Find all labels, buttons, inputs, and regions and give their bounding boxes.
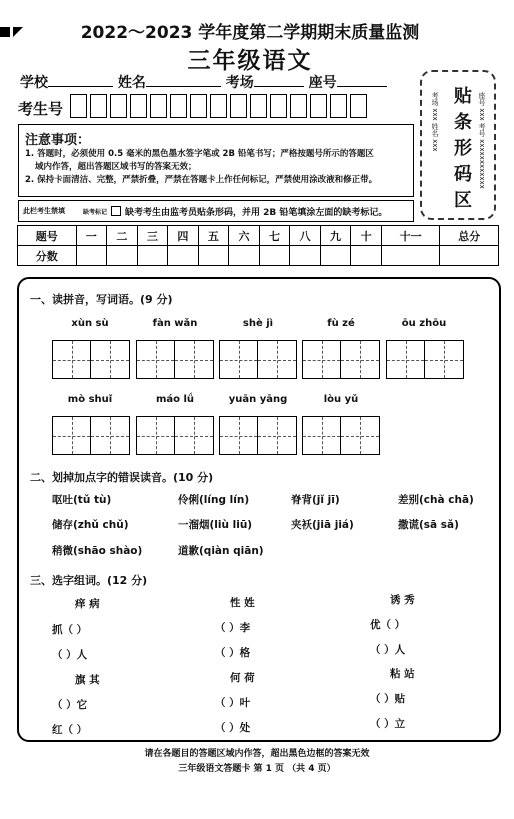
q2-item[interactable]: 脊背(jǐ jī) <box>291 494 340 506</box>
room-label: 考场 <box>225 75 254 91</box>
q2-item[interactable]: 一溜烟(liù liū) <box>178 519 253 531</box>
q3-pair: 何 荷 <box>230 672 255 684</box>
writing-grid[interactable] <box>52 340 130 379</box>
score-input[interactable] <box>168 246 199 266</box>
score-cell: 七 <box>259 226 290 246</box>
digit-box[interactable] <box>90 94 107 118</box>
score-cell: 十一 <box>381 226 440 246</box>
score-input[interactable] <box>76 246 107 266</box>
writing-grid[interactable] <box>219 340 297 379</box>
barcode-title: 贴条形码区 <box>451 86 472 216</box>
absent-mark[interactable]: 缺考标记 <box>83 208 108 216</box>
page-number: 三年级语文答题卡 第 1 页 （共 4 页） <box>178 764 336 774</box>
writing-grid[interactable] <box>302 416 380 455</box>
writing-grid[interactable] <box>136 340 214 379</box>
score-cell: 九 <box>320 226 351 246</box>
score-table <box>17 225 499 266</box>
score-input[interactable] <box>351 246 382 266</box>
digit-box[interactable] <box>110 94 127 118</box>
score-input[interactable] <box>229 246 260 266</box>
pinyin-label: máo lǘ <box>155 394 195 405</box>
score-value-row <box>18 246 499 266</box>
name-field[interactable] <box>146 74 221 87</box>
barcode-side-right: 座号 xxx 考号 xxxxxxxxxxxx <box>478 92 486 189</box>
grade-title: 三年级语文 <box>187 48 313 74</box>
q3-blank[interactable]: （ ）格 <box>215 647 251 659</box>
q2-item[interactable]: 夹袄(jiā jiá) <box>291 519 354 531</box>
score-cell: 四 <box>168 226 199 246</box>
score-input[interactable] <box>290 246 321 266</box>
score-input[interactable] <box>259 246 290 266</box>
digit-box[interactable] <box>210 94 227 118</box>
pinyin-label: shè jì <box>242 318 274 329</box>
q2-item[interactable]: 道歉(qiàn qiān) <box>178 545 264 557</box>
digit-box[interactable] <box>250 94 267 118</box>
student-no-label: 考生号 <box>18 100 64 118</box>
pinyin-label: mò shuǐ <box>67 394 113 405</box>
score-cell: 题号 <box>18 226 77 246</box>
q2-item[interactable]: 差别(chà chā) <box>398 494 474 506</box>
pinyin-label: yuān yāng <box>228 394 288 405</box>
score-input[interactable] <box>440 246 499 266</box>
writing-grid[interactable] <box>52 416 130 455</box>
score-cell: 八 <box>290 226 321 246</box>
digit-box[interactable] <box>170 94 187 118</box>
q3-blank[interactable]: （ ）立 <box>370 718 406 730</box>
absent-text: 缺考考生由监考员贴条形码，并用 2B 铅笔填涂左面的缺考标记。 <box>125 207 388 218</box>
score-row-label: 分数 <box>18 246 77 266</box>
pinyin-label: lòu yǔ <box>323 394 359 405</box>
school-field[interactable] <box>48 74 113 87</box>
q2-item[interactable]: 呕吐(tǔ tù) <box>52 494 112 506</box>
q1-title: 一、读拼音，写词语。(9 分) <box>30 293 173 306</box>
q3-blank[interactable]: 抓（ ） <box>52 624 88 636</box>
absent-label: 此栏考生禁填 <box>23 207 65 215</box>
pinyin-label: ōu zhōu <box>401 318 447 329</box>
footer-note: 请在各题目的答题区域内作答，超出黑色边框的答案无效 <box>144 749 370 759</box>
score-input[interactable] <box>320 246 351 266</box>
q3-blank[interactable]: （ ）叶 <box>215 697 251 709</box>
absent-row <box>18 200 414 222</box>
school-label: 学校 <box>20 75 48 91</box>
score-cell: 二 <box>107 226 138 246</box>
q3-pair: 旗 其 <box>75 674 100 686</box>
seat-field[interactable] <box>337 74 387 87</box>
room-field[interactable] <box>254 74 304 87</box>
name-label: 姓名 <box>117 75 146 91</box>
q2-item[interactable]: 伶俐(líng lín) <box>178 494 250 506</box>
alignment-mark <box>0 27 10 37</box>
score-cell: 三 <box>137 226 168 246</box>
q3-blank[interactable]: （ ）它 <box>52 699 88 711</box>
digit-box[interactable] <box>270 94 287 118</box>
notes-box <box>18 124 414 197</box>
notes-line: 2. 保持卡面清洁、完整，严禁折叠，严禁在答题卡上作任何标记，严禁使用涂改液和修正带。 <box>25 175 378 185</box>
q2-item[interactable]: 撒谎(sā sǎ) <box>398 519 459 531</box>
student-no-boxes[interactable] <box>70 94 367 118</box>
q2-title: 二、划掉加点字的错误读音。(10 分) <box>30 471 214 484</box>
writing-grid[interactable] <box>136 416 214 455</box>
q2-item[interactable]: 储存(zhǔ chǔ) <box>52 519 129 531</box>
digit-box[interactable] <box>130 94 147 118</box>
digit-box[interactable] <box>330 94 347 118</box>
score-cell: 总分 <box>440 226 499 246</box>
student-info-row <box>20 72 387 92</box>
barcode-area <box>420 70 496 220</box>
score-input[interactable] <box>107 246 138 266</box>
q3-blank[interactable]: （ ）贴 <box>370 693 406 705</box>
exam-title: 2022～2023 学年度第二学期期末质量监测 <box>80 23 420 43</box>
digit-box[interactable] <box>70 94 87 118</box>
digit-box[interactable] <box>310 94 327 118</box>
alignment-triangle <box>13 27 23 37</box>
writing-grid[interactable] <box>386 340 464 379</box>
q3-blank[interactable]: （ ）李 <box>215 622 251 634</box>
q3-pair: 粘 站 <box>390 668 415 680</box>
writing-grid[interactable] <box>219 416 297 455</box>
q3-title: 三、选字组词。(12 分) <box>30 574 148 587</box>
q3-blank[interactable]: 红（ ） <box>52 724 88 736</box>
pinyin-label: fàn wǎn <box>152 318 198 329</box>
score-input[interactable] <box>198 246 229 266</box>
score-cell: 五 <box>198 226 229 246</box>
digit-box[interactable] <box>290 94 307 118</box>
score-input[interactable] <box>137 246 168 266</box>
notes-line: 1. 答题时，必须使用 0.5 毫米的黑色墨水签字笔或 2B 铅笔书写；严格按题号所示的答题区 <box>25 149 374 159</box>
q3-pair: 痒 病 <box>75 598 100 610</box>
absent-checkbox[interactable] <box>111 206 121 216</box>
q3-pair: 诱 秀 <box>390 594 415 606</box>
notes-line: 域内作答，超出答题区域书写的答案无效； <box>35 162 197 172</box>
seat-label: 座号 <box>308 75 337 91</box>
digit-box[interactable] <box>150 94 167 118</box>
pinyin-label: fù zé <box>327 318 355 329</box>
score-cell: 一 <box>76 226 107 246</box>
writing-grid[interactable] <box>302 340 380 379</box>
q3-blank[interactable]: （ ）人 <box>52 649 88 661</box>
notes-title: 注意事项： <box>25 133 91 148</box>
q3-blank[interactable]: 优（ ） <box>370 619 406 631</box>
score-header-row <box>18 226 499 246</box>
score-input[interactable] <box>381 246 440 266</box>
score-cell: 十 <box>351 226 382 246</box>
q3-blank[interactable]: （ ）处 <box>215 722 251 734</box>
score-cell: 六 <box>229 226 260 246</box>
barcode-side-left: 考场 xxx 姓名 xxx <box>431 92 439 152</box>
q3-pair: 性 姓 <box>230 597 255 609</box>
digit-box[interactable] <box>230 94 247 118</box>
q3-blank[interactable]: （ ）人 <box>370 644 406 656</box>
q2-item[interactable]: 稍微(shāo shào) <box>52 545 143 557</box>
pinyin-label: xùn sù <box>71 318 109 329</box>
digit-box[interactable] <box>350 94 367 118</box>
digit-box[interactable] <box>190 94 207 118</box>
